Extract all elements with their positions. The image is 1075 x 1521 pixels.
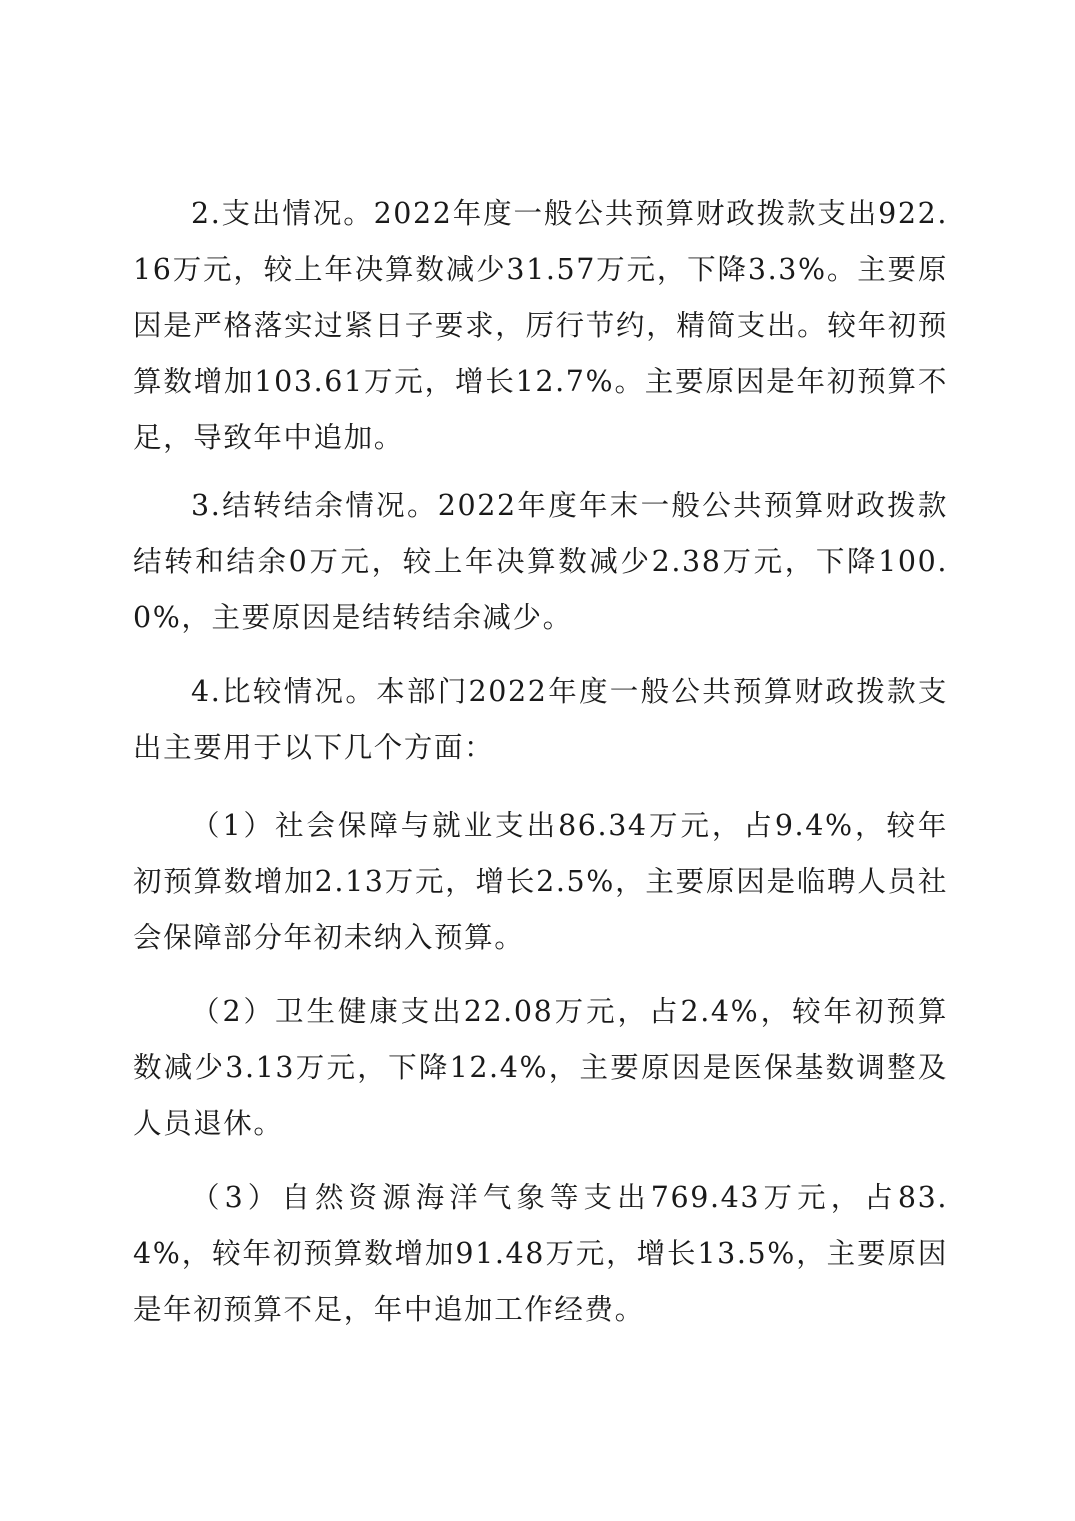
paragraph-social-security: （1）社会保障与就业支出86.34万元，占9.4%，较年初预算数增加2.13万元，增长2.5%，主要原因是临聘人员社会保障部分年初未纳入预算。 — [133, 809, 948, 954]
paragraph-natural-resources: （3）自然资源海洋气象等支出769.43万元，占83.4%，较年初预算数增加91.48万元，增长13.5%，主要原因是年初预算不足，年中追加工作经费。 — [133, 1181, 948, 1326]
paragraph-comparison-intro: 4.比较情况。本部门2022年度一般公共预算财政拨款支出主要用于以下几个方面： — [133, 675, 948, 764]
paragraph-health: （2）卫生健康支出22.08万元，占2.4%，较年初预算数减少3.13万元，下降12.4%，主要原因是医保基数调整及人员退休。 — [133, 995, 948, 1140]
paragraph-carryover-balance: 3.结转结余情况。2022年度年末一般公共预算财政拨款结转和结余0万元，较上年决算数减少2.38万元，下降100.0%，主要原因是结转结余减少。 — [133, 489, 948, 634]
paragraph-expenditure: 2.支出情况。2022年度一般公共预算财政拨款支出922.16万元，较上年决算数减少31.57万元，下降3.3%。主要原因是严格落实过紧日子要求，厉行节约，精简支出。较年初预算数增加103.61万元，增长12.7%。主要原因是年初预算不足，导致年中追加。 — [133, 197, 948, 454]
